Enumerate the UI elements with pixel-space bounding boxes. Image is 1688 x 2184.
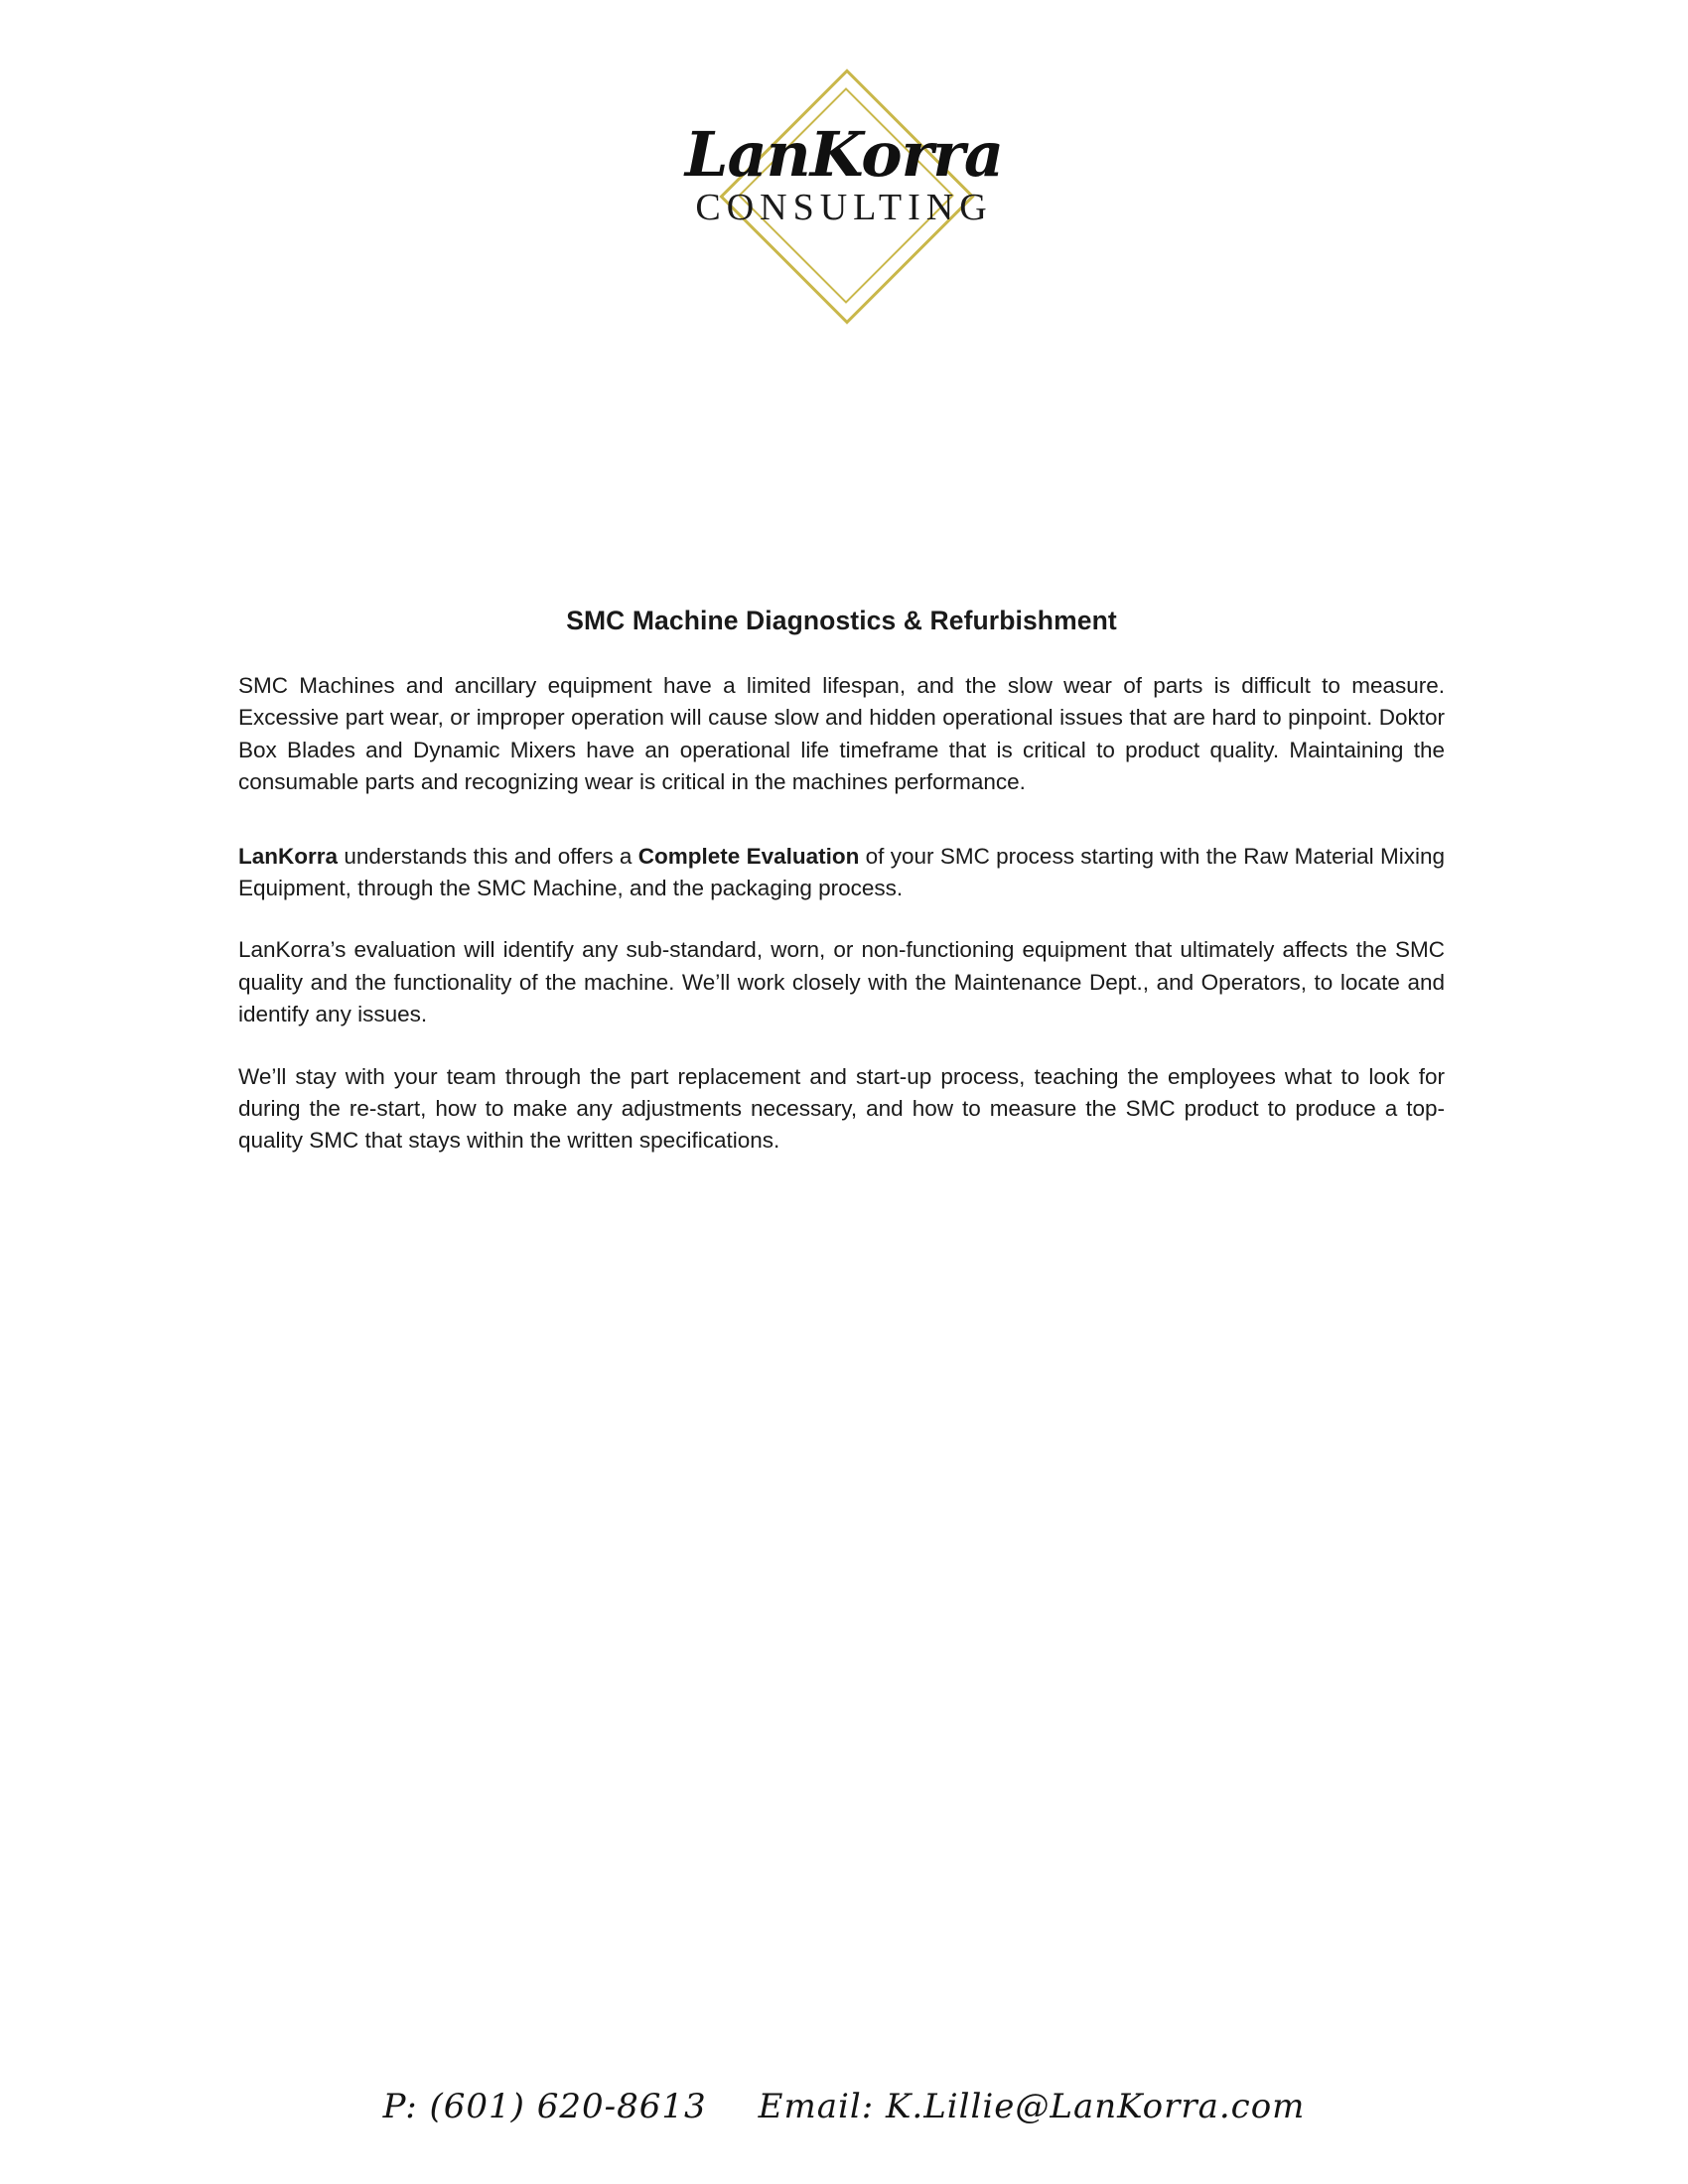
paragraph-2-mid: understands this and offers a bbox=[338, 843, 638, 869]
paragraph-2-bold-mid: Complete Evaluation bbox=[637, 843, 860, 869]
paragraph-1: SMC Machines and ancillary equipment have a limited lifespan, and the slow wear of parts is difficult to measure. Excessive part wear, or improper operation will cause slow and hidden operational issues that are hard to pinpoint. Doktor Box Blades and Dynamic Mixers have an operational life timeframe that is critical to product quality. Maintaining the consumable parts and recognizing wear is critical in the machines performance. bbox=[238, 673, 1445, 795]
logo-company-tagline: CONSULTING bbox=[695, 187, 993, 228]
paragraph-4: We’ll stay with your team through the part replacement and start-up process, teaching the employees what to look for during the re-start, how to make any adjustments necessary, and how to measure the SMC product to produce a top-quality SMC that stays within the written specifications. bbox=[238, 1063, 1445, 1154]
page-title: SMC Machine Diagnostics & Refurbishment bbox=[566, 606, 1117, 635]
paragraph-2 bbox=[238, 841, 1445, 905]
paragraph-3: LanKorra’s evaluation will identify any sub-standard, worn, or non-functioning equipment that ultimately affects the SMC quality and the functionality of the machine. We’ll work closely with the Maintenance Dept., and Operators, to locate and identify any issues. bbox=[238, 937, 1445, 1027]
company-logo bbox=[0, 69, 1688, 328]
footer-email: Email: K.Lillie@LanKorra.com bbox=[758, 2087, 1306, 2126]
document-body bbox=[238, 606, 1445, 1158]
page-footer bbox=[0, 2087, 1688, 2126]
footer-phone: P: (601) 620-8613 bbox=[382, 2087, 707, 2126]
logo-graphic bbox=[665, 74, 1023, 323]
paragraph-2-bold-lead: LanKorra bbox=[238, 843, 339, 869]
logo-company-name: LanKorra bbox=[684, 118, 1004, 191]
paragraph-2-tail: of your SMC process starting with the Raw Material Mixing Equipment, through the SMC Machine, and the packaging process. bbox=[238, 843, 1445, 900]
